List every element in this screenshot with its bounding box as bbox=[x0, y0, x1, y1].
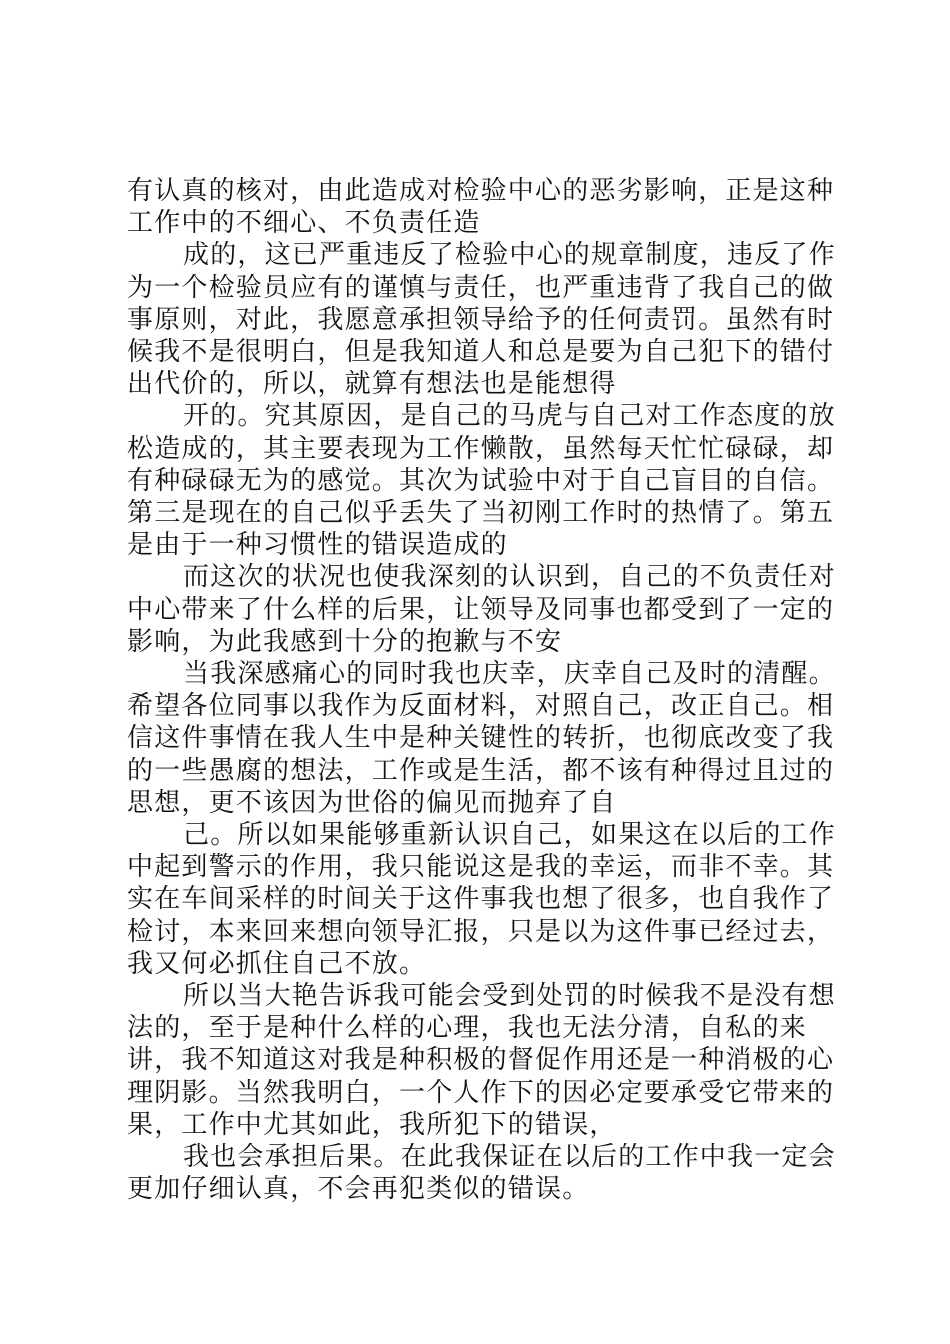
paragraph: 成的，这已严重违反了检验中心的规章制度，违反了作为一个检验员应有的谨慎与责任，也严重违背了我自己的做事原则，对此，我愿意承担领导给予的任何责罚。虽然有时候我不是很明白，但是我知道人和总是要为自己犯下的错付出代价的，所以，就算有想法也是能想得 bbox=[127, 240, 836, 400]
paragraph: 己。所以如果能够重新认识自己，如果这在以后的工作中起到警示的作用，我只能说这是我的幸运，而非不幸。其实在车间采样的时间关于这件事我也想了很多，也自我作了检讨，本来回来想向领导汇报，只是以为这件事已经过去，我又何必抓住自己不放。 bbox=[127, 820, 836, 979]
paragraph: 我也会承担后果。在此我保证在以后的工作中我一定会更加仔细认真，不会再犯类似的错误。 bbox=[127, 1142, 836, 1205]
document-body bbox=[127, 175, 839, 1206]
paragraph: 而这次的状况也使我深刻的认识到，自己的不负责任对中心带来了什么样的后果，让领导及同事也都受到了一定的影响，为此我感到十分的抱歉与不安 bbox=[127, 562, 836, 657]
paragraph: 有认真的核对，由此造成对检验中心的恶劣影响，正是这种工作中的不细心、不负责任造 bbox=[127, 176, 835, 239]
paragraph: 当我深感痛心的同时我也庆幸，庆幸自己及时的清醒。希望各位同事以我作为反面材料，对照自己，改正自己。相信这件事情在我人生中是种关键性的转折，也彻底改变了我的一些愚腐的想法，工作或是生活，都不该有种得过且过的思想，更不该因为世俗的偏见而抛弃了自 bbox=[127, 659, 836, 818]
paragraph: 开的。究其原因，是自己的马虎与自己对工作态度的放松造成的，其主要表现为工作懒散，虽然每天忙忙碌碌，却有种碌碌无为的感觉。其次为试验中对于自己盲目的自信。第三是现在的自己似乎丢失了当初刚工作时的热情了。第五是由于一种习惯性的错误造成的 bbox=[127, 401, 836, 561]
paragraph: 所以当大艳告诉我可能会受到处罚的时候我不是没有想法的，至于是种什么样的心理，我也无法分清，自私的来讲，我不知道这对我是种积极的督促作用还是一种消极的心理阴影。当然我明白，一个人作下的因必定要承受它带来的果，工作中尤其如此，我所犯下的错误， bbox=[127, 981, 836, 1140]
